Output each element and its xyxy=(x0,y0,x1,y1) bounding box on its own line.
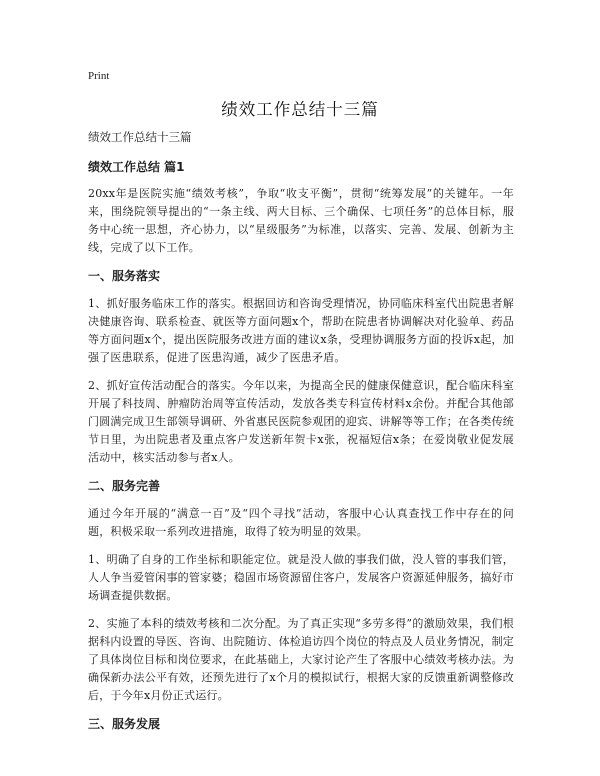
section-title: 绩效工作总结 篇1 xyxy=(88,160,185,174)
intro-paragraph: 20xx年是医院实施“绩效考核”，争取“收支平衡”，贯彻“统筹发展”的关键年。一年来，围绕院领导提出的“一条主线、两大目标、三个确保、七项任务”的总体目标，服务中心统一思想，齐心协力，以“星级服务”为标准，以落实、完善、发展、创新为主线，完成了以下工作。 xyxy=(88,187,514,254)
print-link[interactable]: Print xyxy=(88,70,110,82)
page-title: 绩效工作总结十三篇 xyxy=(221,100,379,119)
paragraph-2: 2、抓好宣传活动配合的落实。今年以来，为提高全民的健康保健意识，配合临床科室开展了科技周、肿瘤防治周等宣传活动，发放各类专科宣传材料x余份。并配合其他部门圆满完成卫生部领导调研、外省惠民医院参观团的迎宾、讲解等等工作；在各类传统节日里，为出院患者及重点客户发送新年贺卡x张，祝福短信x条；在爱岗敬业促发展活动中，核实活动参与者x人。 xyxy=(88,379,514,464)
heading-service-implementation: 一、服务落实 xyxy=(88,269,161,283)
paragraph-3: 通过今年开展的“满意一百”及“四个寻找”活动，客服中心认真查找工作中存在的问题，积极采取一系列改进措施，取得了较为明显的效果。 xyxy=(88,507,514,538)
paragraph-1: 1、抓好服务临床工作的落实。根据回访和咨询受理情况，协同临床科室代出院患者解决健康咨询、联系检查、就医等方面问题x个，帮助在院患者协调解决对化验单、药品等方面问题x个，提出医院服务改进方面的建议x条，受理协调服务方面的投诉x起，加强了医患联系，促进了医患沟通，减少了医患矛盾。 xyxy=(88,297,514,364)
document-body xyxy=(88,128,514,743)
heading-service-development: 三、服务发展 xyxy=(88,717,161,731)
paragraph-4: 1、明确了自身的工作坐标和职能定位。就是没人做的事我们做，没人管的事我们管，人人争当爱管闲事的管家婆；稳固市场资源留住客户，发展客户资源延伸服务，搞好市场调查提供数据。 xyxy=(88,553,514,602)
heading-service-improvement: 二、服务完善 xyxy=(88,479,161,493)
document-subtitle: 绩效工作总结十三篇 xyxy=(88,130,192,144)
paragraph-5: 2、实施了本科的绩效考核和二次分配。为了真正实现“多劳多得”的激励效果，我们根据科内设置的导医、咨询、出院随访、体检追访四个岗位的特点及人员业务情况，制定了具体岗位目标和岗位要求，在此基础上，大家讨论产生了客服中心绩效考核办法。为确保新办法公平有效，还预先进行了x个月的模拟试行，根据大家的反馈重新调整修改后，于今年x月份正式运行。 xyxy=(88,617,514,702)
